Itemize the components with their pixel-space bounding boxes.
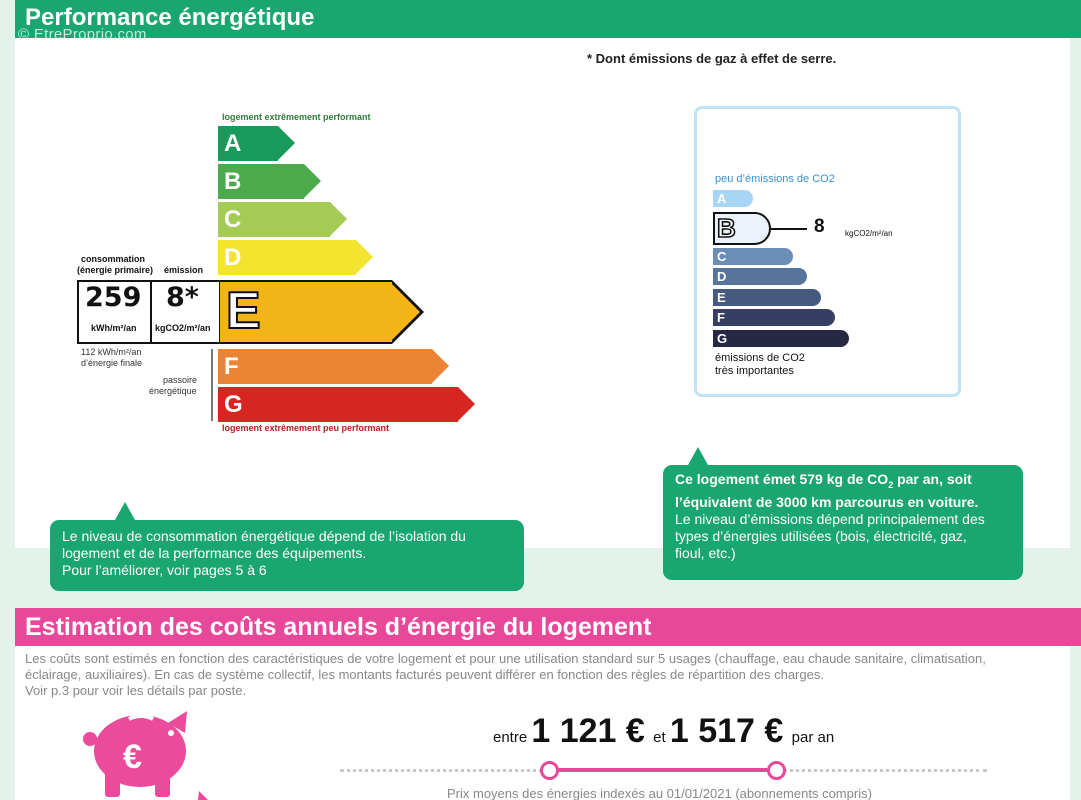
cost-range [493, 712, 834, 751]
cost-max: 1 517 € [669, 712, 784, 750]
emission-info-line-1-main: Ce logement émet 579 kg de CO [675, 471, 889, 487]
price-footnote: Prix moyens des énergies indexés au 01/01/2021 (abonnements compris) [447, 786, 872, 800]
cost-range-bar [550, 768, 777, 772]
consumption-unit: kWh/m²/an [91, 323, 137, 333]
costs-intro-line-3: Voir p.3 pour voir les détails par poste. [25, 683, 247, 698]
dpe-class-b-letter: B [224, 168, 242, 195]
cost-min: 1 121 € [531, 712, 645, 750]
ges-value: 8 [814, 216, 825, 237]
dpe-class-g-letter: G [224, 391, 243, 418]
cost-min-marker [540, 761, 559, 780]
cost-and-label: et [653, 729, 666, 746]
dpe-class-g [218, 387, 458, 422]
ges-class-g-letter: G [717, 331, 728, 346]
bubble-tail [115, 502, 135, 520]
dpe-class-f [218, 349, 432, 384]
performance-section-header [15, 0, 1081, 38]
costs-section-title: Estimation des coûts annuels d’énergie du logement [25, 613, 652, 641]
ges-class-f [713, 309, 835, 326]
ges-top-label: peu d’émissions de CO2 [715, 173, 835, 185]
consumption-info-line-3: Pour l’améliorer, voir pages 5 à 6 [62, 562, 267, 578]
watermark: © EtreProprio.com [18, 26, 147, 43]
ges-value-connector [771, 228, 807, 230]
costs-section-header [15, 608, 1081, 646]
consumption-info-line-1: Le niveau de consommation énergétique dépend de l’isolation du [62, 528, 466, 544]
dpe-class-e-letter: E [226, 282, 261, 340]
cost-max-marker [767, 761, 786, 780]
emission-info-line-1-end: par an, soit [893, 471, 972, 487]
ges-class-a-letter: A [717, 191, 727, 206]
passoire-label-1: passoire [163, 375, 198, 385]
emission-info-line-5: fioul, etc.) [675, 544, 736, 561]
performance-section-title: Performance énergétique [25, 4, 315, 31]
emission-info-line-4: types d’énergies utilisées (bois, électricité, gaz, [675, 527, 967, 544]
dpe-class-a-letter: A [224, 130, 242, 157]
emission-value: 8* [166, 282, 199, 313]
emission-info-line-2: l’équivalent de 3000 km parcourus en voiture. [675, 493, 979, 510]
ges-class-d [713, 268, 807, 285]
dpe-value-divider [150, 280, 152, 344]
ges-class-c [713, 248, 793, 265]
right-margin-band [1070, 0, 1081, 800]
passoire-bracket-line [211, 349, 213, 421]
ges-bottom-label-2: très importantes [715, 365, 794, 377]
dpe-bottom-label: logement extrêmement peu performant [222, 423, 390, 433]
emission-label: émission [164, 265, 204, 275]
emission-info-bubble [663, 465, 1023, 580]
cost-per-year-label: par an [791, 729, 835, 746]
emission-unit: kgCO2/m²/an [155, 323, 211, 333]
ges-class-b-letter: B [717, 213, 736, 243]
ges-class-g [713, 330, 849, 347]
svg-text:€: € [123, 738, 142, 776]
range-track-right [777, 769, 987, 772]
dpe-class-d-letter: D [224, 244, 242, 271]
range-track-left [340, 769, 550, 772]
emission-info-line-3: Le niveau d’émissions dépend principalement des [675, 510, 985, 527]
costs-intro-line-2: éclairage, auxiliaires). En cas de système collectif, les montants facturés peuvent différer en fonction des règles de répartition des charges. [25, 667, 824, 682]
cost-between-label: entre [493, 729, 528, 746]
dpe-class-f-letter: F [224, 353, 239, 380]
ges-class-b-current [713, 212, 771, 245]
passoire-label-2: énergétique [149, 386, 197, 396]
dpe-class-e-current [218, 280, 392, 344]
dpe-class-a [218, 126, 278, 161]
bubble-tail [688, 447, 708, 465]
dpe-class-c-letter: C [224, 206, 242, 233]
ges-class-f-letter: F [717, 310, 725, 325]
piggy-bank-euro-icon [83, 711, 213, 800]
ges-class-c-letter: C [717, 249, 727, 264]
ges-bottom-label-1: émissions de CO2 [715, 352, 805, 364]
dpe-class-c [218, 202, 330, 237]
ges-footnote: * Dont émissions de gaz à effet de serre. [587, 51, 837, 66]
consumption-info-bubble [50, 520, 524, 591]
costs-intro-line-1: Les coûts sont estimés en fonction des caractéristiques de votre logement et pour une utilisation standard sur 5 usages (chauffage, eau chaude sanitaire, climatisation, [25, 651, 986, 666]
dpe-top-label: logement extrêmement performant [222, 112, 371, 122]
dpe-class-d [218, 240, 356, 275]
primary-energy-label: (énergie primaire) [77, 265, 154, 275]
ges-class-a [713, 190, 753, 207]
left-margin-band [0, 0, 15, 800]
final-energy-value: 112 kWh/m²/an [81, 347, 142, 357]
dpe-class-b [218, 164, 304, 199]
ges-unit: kgCO2/m²/an [845, 229, 893, 238]
costs-intro [25, 651, 1065, 699]
final-energy-label: d’énergie finale [81, 358, 143, 368]
emission-info-line-1 [675, 471, 1011, 494]
consumption-info-line-2: logement et de la performance des équipements. [62, 545, 367, 561]
co2-subscript: 2 [888, 479, 894, 490]
consumption-value: 259 [85, 282, 142, 313]
consumption-label: consommation [81, 254, 146, 264]
ges-class-e-letter: E [717, 290, 726, 305]
ges-class-d-letter: D [717, 269, 727, 284]
ges-class-e [713, 289, 821, 306]
